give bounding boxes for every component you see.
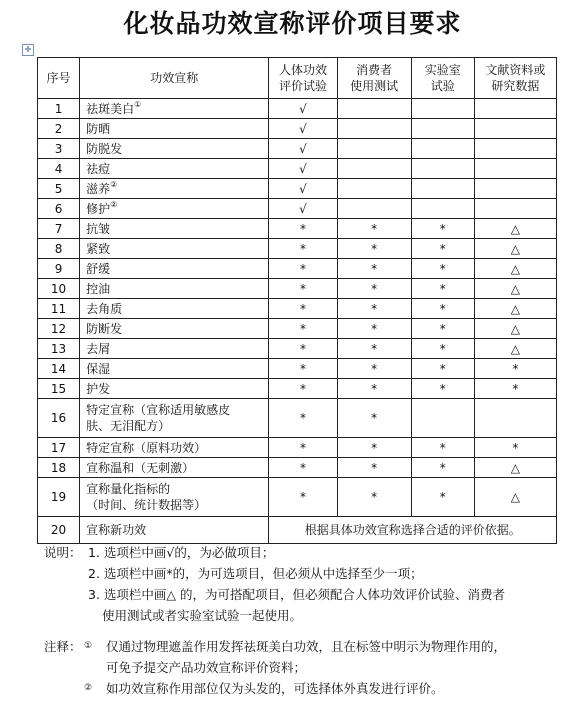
consumer-test-mark: *: [337, 299, 411, 319]
consumer-test-mark: *: [337, 458, 411, 478]
table-row: [38, 458, 557, 478]
claim-name-text: 去屑: [86, 341, 111, 356]
row-number: 17: [38, 438, 80, 458]
lab-test-mark: *: [411, 319, 474, 339]
table-row: [38, 399, 557, 438]
human-test-mark: √: [269, 199, 337, 219]
header-consumer-test: [337, 58, 411, 99]
claim-name: [80, 319, 269, 339]
footnote-marker: ②: [110, 179, 118, 189]
header-lab-test-l2: 试验: [430, 79, 455, 93]
footnote-1-line1: 仅通过物理遮盖作用发挥祛斑美白功效，且在标签中明示为物理作用的，: [106, 639, 507, 654]
footnotes-label: 注释：: [44, 639, 82, 654]
claim-name-text: 宣称温和（无刺激）: [86, 460, 195, 475]
table-row: [38, 438, 557, 458]
claim-name-text: 紧致: [86, 241, 111, 256]
claim-name-text: 控油: [86, 281, 111, 296]
literature-mark: △: [474, 219, 556, 239]
note-3-line2: 使用测试或者实验室试验一起使用。: [102, 608, 303, 623]
consumer-test-mark: [337, 159, 411, 179]
header-lab-test-l1: 实验室: [424, 63, 461, 77]
consumer-test-mark: *: [337, 279, 411, 299]
lab-test-mark: *: [411, 279, 474, 299]
literature-mark: [474, 99, 556, 119]
human-test-mark: *: [269, 339, 337, 359]
claim-name-text: 防晒: [86, 121, 111, 136]
table-move-handle-icon[interactable]: ✛: [22, 44, 34, 56]
claim-name: [80, 259, 269, 279]
claim-name-text: 祛斑美白: [86, 101, 135, 116]
consumer-test-mark: *: [337, 259, 411, 279]
human-test-mark: √: [269, 159, 337, 179]
row-number: 5: [38, 179, 80, 199]
claim-name: [80, 379, 269, 399]
lab-test-mark: [411, 159, 474, 179]
literature-mark: [474, 159, 556, 179]
footnote-2: 如功效宣称作用部位仅为头发的，可选择体外真发进行评价。: [106, 681, 444, 696]
human-test-mark: *: [269, 399, 337, 438]
page-title: 化妆品功效宣称评价项目要求: [123, 9, 462, 38]
table-row: [38, 299, 557, 319]
note-2: 2. 选项栏中画*的，为可选项目，但必须从中选择至少一项；: [88, 566, 423, 581]
claim-name-text: 防脱发: [86, 141, 123, 156]
lab-test-mark: [411, 179, 474, 199]
claim-name-text: 舒缓: [86, 261, 111, 276]
claim-name: [80, 359, 269, 379]
human-test-mark: *: [269, 458, 337, 478]
lab-test-mark: [411, 399, 474, 438]
literature-mark: △: [474, 299, 556, 319]
row-number: 10: [38, 279, 80, 299]
claim-name-text: 去角质: [86, 301, 123, 316]
table-row: [38, 517, 557, 544]
claim-name: [80, 199, 269, 219]
lab-test-mark: [411, 99, 474, 119]
human-test-mark: *: [269, 319, 337, 339]
claim-name: [80, 438, 269, 458]
literature-mark: [474, 139, 556, 159]
notes-label: 说明：: [44, 545, 82, 560]
claim-name: [80, 458, 269, 478]
literature-mark: △: [474, 279, 556, 299]
human-test-mark: *: [269, 279, 337, 299]
span-note: 根据具体功效宣称选择合适的评价依据。: [269, 517, 557, 544]
lab-test-mark: *: [411, 458, 474, 478]
header-literature-l1: 文献资料或: [485, 63, 546, 77]
lab-test-mark: *: [411, 339, 474, 359]
human-test-mark: *: [269, 299, 337, 319]
human-test-mark: *: [269, 359, 337, 379]
literature-mark: △: [474, 319, 556, 339]
human-test-mark: *: [269, 259, 337, 279]
header-name: 功效宣称: [80, 58, 269, 99]
literature-mark: △: [474, 458, 556, 478]
table-header-row: [38, 58, 557, 99]
literature-mark: *: [474, 359, 556, 379]
human-test-mark: *: [269, 379, 337, 399]
footnote-1-line2: 可免予提交产品功效宣称评价资料；: [106, 660, 307, 675]
table-row: [38, 478, 557, 517]
footnote-2-marker: ②: [84, 683, 93, 693]
row-number: 16: [38, 399, 80, 438]
header-human-test-l1: 人体功效: [278, 63, 327, 77]
lab-test-mark: *: [411, 478, 474, 517]
claim-name-line2: 肤、无泪配方）: [86, 419, 171, 433]
table-row: [38, 339, 557, 359]
footnote-marker: ①: [134, 99, 142, 109]
claim-name: [80, 219, 269, 239]
lab-test-mark: [411, 119, 474, 139]
claim-name-text: 特定宣称（原料功效）: [86, 440, 207, 455]
claim-name-line1: 宣称量化指标的: [86, 482, 171, 496]
literature-mark: △: [474, 239, 556, 259]
table-row: [38, 239, 557, 259]
claim-name-text: 防断发: [86, 321, 123, 336]
consumer-test-mark: *: [337, 379, 411, 399]
table-row: [38, 219, 557, 239]
human-test-mark: *: [269, 219, 337, 239]
human-test-mark: *: [269, 438, 337, 458]
row-number: 20: [38, 517, 80, 544]
human-test-mark: √: [269, 179, 337, 199]
table-row: [38, 379, 557, 399]
row-number: 6: [38, 199, 80, 219]
human-test-mark: √: [269, 119, 337, 139]
lab-test-mark: *: [411, 219, 474, 239]
claim-name: [80, 339, 269, 359]
row-number: 12: [38, 319, 80, 339]
human-test-mark: √: [269, 99, 337, 119]
header-lab-test: [411, 58, 474, 99]
note-3-line1: 3. 选项栏中画△ 的，为可搭配项目，但必须配合人体功效评价试验、消费者: [88, 587, 505, 602]
consumer-test-mark: *: [337, 339, 411, 359]
consumer-test-mark: *: [337, 239, 411, 259]
claim-name: [80, 279, 269, 299]
row-number: 14: [38, 359, 80, 379]
footnotes: [44, 636, 564, 699]
consumer-test-mark: [337, 179, 411, 199]
lab-test-mark: *: [411, 438, 474, 458]
claim-name: [80, 299, 269, 319]
row-number: 19: [38, 478, 80, 517]
row-number: 13: [38, 339, 80, 359]
header-consumer-test-l2: 使用测试: [350, 79, 399, 93]
header-literature-l2: 研究数据: [491, 79, 540, 93]
header-human-test: [269, 58, 337, 99]
human-test-mark: *: [269, 239, 337, 259]
header-human-test-l2: 评价试验: [278, 79, 327, 93]
consumer-test-mark: *: [337, 359, 411, 379]
literature-mark: △: [474, 478, 556, 517]
table-row: [38, 159, 557, 179]
claim-name-text: 保湿: [86, 361, 111, 376]
footnote-1-marker: ①: [84, 641, 93, 651]
row-number: 8: [38, 239, 80, 259]
claim-name-text: 修护: [86, 201, 111, 216]
consumer-test-mark: [337, 199, 411, 219]
consumer-test-mark: *: [337, 399, 411, 438]
header-literature: [474, 58, 556, 99]
table-row: [38, 259, 557, 279]
lab-test-mark: [411, 139, 474, 159]
lab-test-mark: *: [411, 239, 474, 259]
claim-name: [80, 119, 269, 139]
table-row: [38, 179, 557, 199]
lab-test-mark: *: [411, 359, 474, 379]
consumer-test-mark: *: [337, 438, 411, 458]
human-test-mark: √: [269, 139, 337, 159]
row-number: 9: [38, 259, 80, 279]
row-number: 11: [38, 299, 80, 319]
claim-name: [80, 399, 269, 438]
row-number: 2: [38, 119, 80, 139]
claim-name-text: 宣称新功效: [86, 523, 147, 537]
literature-mark: [474, 179, 556, 199]
table-row: [38, 199, 557, 219]
lab-test-mark: *: [411, 259, 474, 279]
lab-test-mark: *: [411, 299, 474, 319]
claim-name-text: 抗皱: [86, 221, 111, 236]
claim-name: [80, 478, 269, 517]
lab-test-mark: *: [411, 379, 474, 399]
literature-mark: [474, 119, 556, 139]
row-number: 15: [38, 379, 80, 399]
row-number: 18: [38, 458, 80, 478]
row-number: 4: [38, 159, 80, 179]
table-row: [38, 279, 557, 299]
literature-mark: △: [474, 259, 556, 279]
footnote-marker: ②: [110, 199, 118, 209]
literature-mark: △: [474, 339, 556, 359]
claim-name-line2: （时间、统计数据等）: [86, 498, 207, 512]
row-number: 1: [38, 99, 80, 119]
table-row: [38, 319, 557, 339]
table-row: [38, 99, 557, 119]
literature-mark: [474, 399, 556, 438]
claim-name-text: 护发: [86, 381, 111, 396]
claim-name-line1: 特定宣称（宣称适用敏感皮: [86, 403, 231, 417]
consumer-test-mark: [337, 139, 411, 159]
claim-name: [80, 159, 269, 179]
claim-name: [80, 99, 269, 119]
claim-name-text: 滋养: [86, 181, 111, 196]
header-no: 序号: [38, 58, 80, 99]
table-row: [38, 359, 557, 379]
consumer-test-mark: *: [337, 478, 411, 517]
claim-name: [80, 179, 269, 199]
consumer-test-mark: [337, 99, 411, 119]
claim-name: [80, 139, 269, 159]
claim-name: [80, 517, 269, 544]
table-row: [38, 139, 557, 159]
literature-mark: *: [474, 379, 556, 399]
claims-table: [37, 57, 557, 544]
literature-mark: *: [474, 438, 556, 458]
consumer-test-mark: [337, 119, 411, 139]
consumer-test-mark: *: [337, 319, 411, 339]
literature-mark: [474, 199, 556, 219]
table-row: [38, 119, 557, 139]
human-test-mark: *: [269, 478, 337, 517]
row-number: 3: [38, 139, 80, 159]
note-1: 1. 选项栏中画√的，为必做项目；: [88, 545, 275, 560]
lab-test-mark: [411, 199, 474, 219]
claim-name-text: 祛痘: [86, 161, 111, 176]
consumer-test-mark: *: [337, 219, 411, 239]
claim-name: [80, 239, 269, 259]
notes: [44, 542, 564, 626]
header-consumer-test-l1: 消费者: [356, 63, 393, 77]
row-number: 7: [38, 219, 80, 239]
